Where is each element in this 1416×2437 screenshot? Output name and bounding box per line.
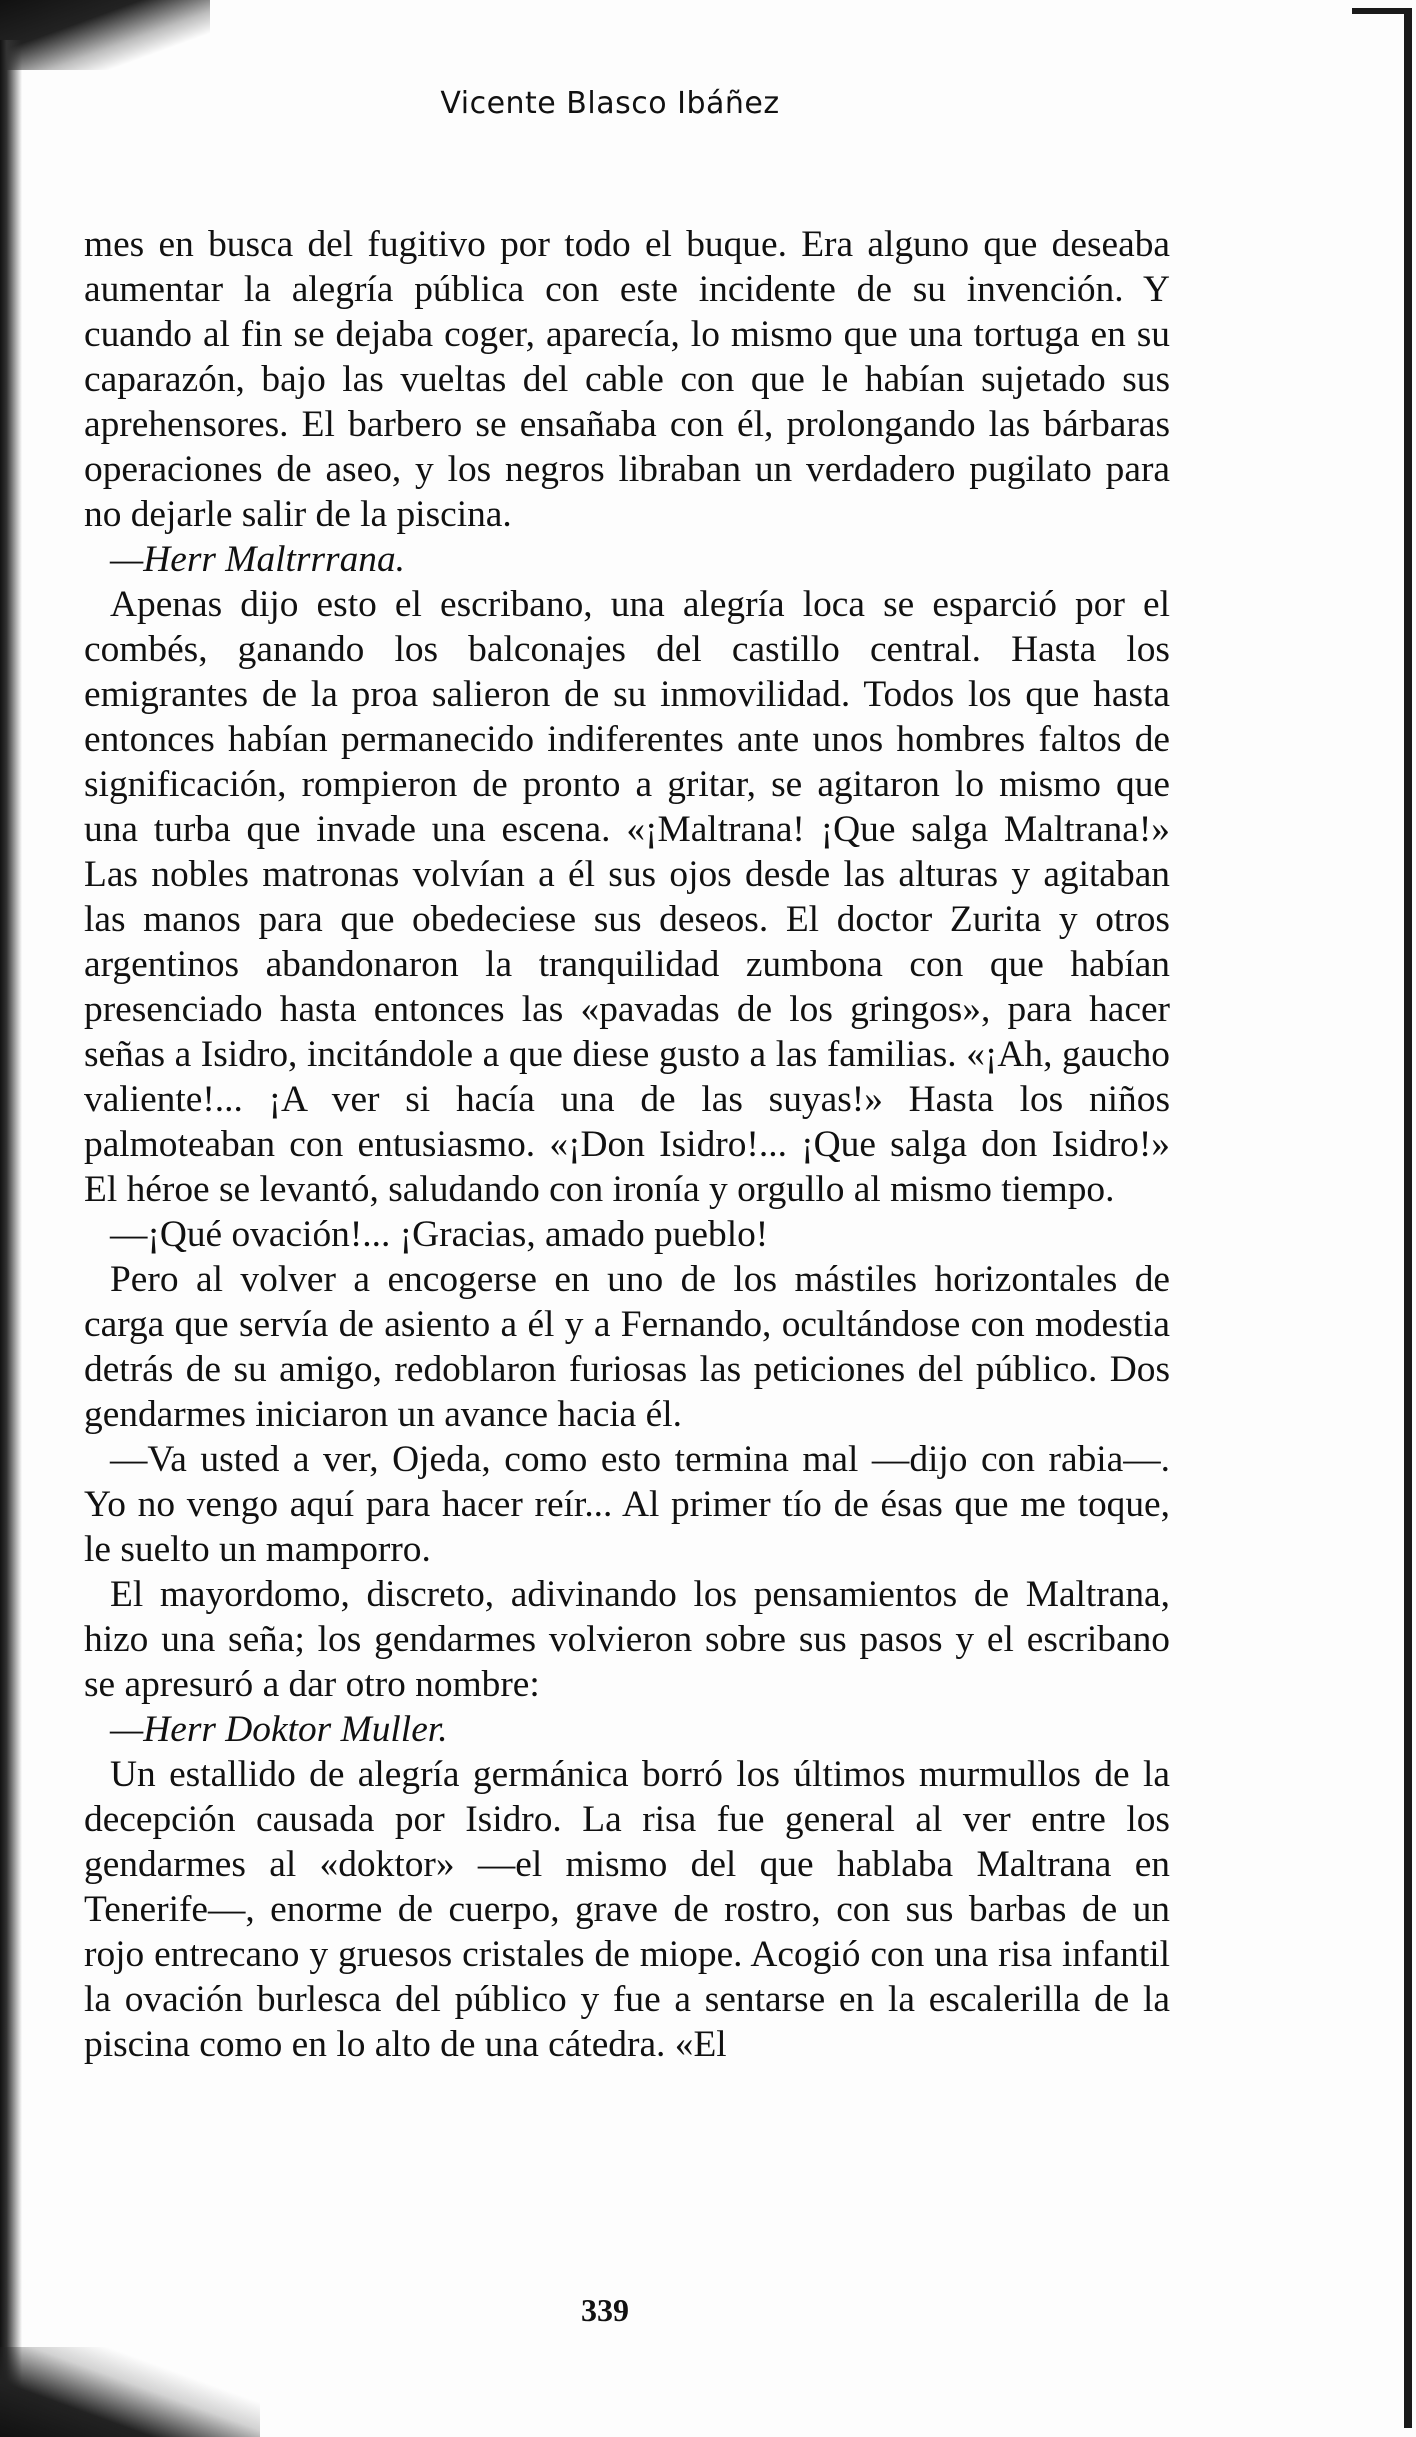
scan-border-right-top xyxy=(1352,8,1412,14)
paragraph: —¡Qué ovación!... ¡Gracias, amado pueblo! xyxy=(110,1214,769,1255)
paragraph: Un estallido de alegría germánica borró los últimos murmullos de la decepción causada por Isidro. La risa fue general al ver entre los gendarmes al «doktor» —el mismo del que hablaba Maltrana en Tenerife—, enorme de cuerpo, grave de rostro, con sus barbas de un rojo entrecano y gruesos cristales de miope. Acogió con una risa infantil la ovación burlesca del público y fue a sentarse en la escalerilla de la piscina como en lo alto de una cátedra. «El xyxy=(84,1754,1170,2065)
running-head: Vicente Blasco Ibáñez xyxy=(440,86,780,121)
scan-border-right xyxy=(1404,8,1412,2428)
body-text xyxy=(84,222,1170,2067)
scan-shadow-bottom-left xyxy=(0,2347,260,2437)
paragraph: El mayordomo, discreto, adivinando los pensamientos de Maltrana, hizo una seña; los gendarmes volvieron sobre sus pasos y el escribano se apresuró a dar otro nombre: xyxy=(84,1574,1170,1705)
paragraph: Pero al volver a encogerse en uno de los mástiles horizontales de carga que servía de asiento a él y a Fernando, ocultándose con modestia detrás de su amigo, redoblaron furiosas las peticiones del público. Dos gendarmes iniciaron un avance hacia él. xyxy=(84,1259,1170,1435)
paragraph: mes en busca del fugitivo por todo el buque. Era alguno que deseaba aumentar la alegría pública con este incidente de su invención. Y cuando al fin se dejaba coger, aparecía, lo mismo que una tortuga en su caparazón, bajo las vueltas del cable con que le habían sujetado sus aprehensores. El barbero se ensañaba con él, prolongando las bárbaras operaciones de aseo, y los negros libraban un verdadero pugilato para no dejarle salir de la piscina. xyxy=(84,224,1170,535)
scan-shadow-left xyxy=(0,40,22,2420)
paragraph: Apenas dijo esto el escribano, una alegría loca se esparció por el combés, ganando los balconajes del castillo central. Hasta los emigrantes de la proa salieron de su inmovilidad. Todos los que hasta entonces habían permanecido indiferentes ante unos hombres faltos de significación, rompieron de pronto a gritar, se agitaron lo mismo que una turba que invade una escena. «¡Maltrana! ¡Que salga Maltrana!» Las nobles matronas volvían a él sus ojos desde las alturas y agitaban las manos para que obedeciese sus deseos. El doctor Zurita y otros argentinos abandonaron la tranquilidad zumbona con que habían presenciado hasta entonces las «pavadas de los gringos», para hacer señas a Isidro, incitándole a que diese gusto a las familias. «¡Ah, gaucho valiente!... ¡A ver si hacía una de las suyas!» Hasta los niños palmoteaban con entusiasmo. «¡Don Isidro!... ¡Que salga don Isidro!» El héroe se levantó, saludando con ironía y orgullo al mismo tiempo. xyxy=(84,584,1170,1210)
scan-shadow-top-left xyxy=(0,0,210,70)
paragraph: —Herr Doktor Muller. xyxy=(110,1709,448,1750)
paragraph: —Va usted a ver, Ojeda, como esto termina mal —dijo con rabia—. Yo no vengo aquí para hacer reír... Al primer tío de ésas que me toque, le suelto un mamporro. xyxy=(84,1439,1170,1570)
paragraph: —Herr Maltrrrana. xyxy=(110,539,405,580)
page-number: 339 xyxy=(581,2292,629,2328)
